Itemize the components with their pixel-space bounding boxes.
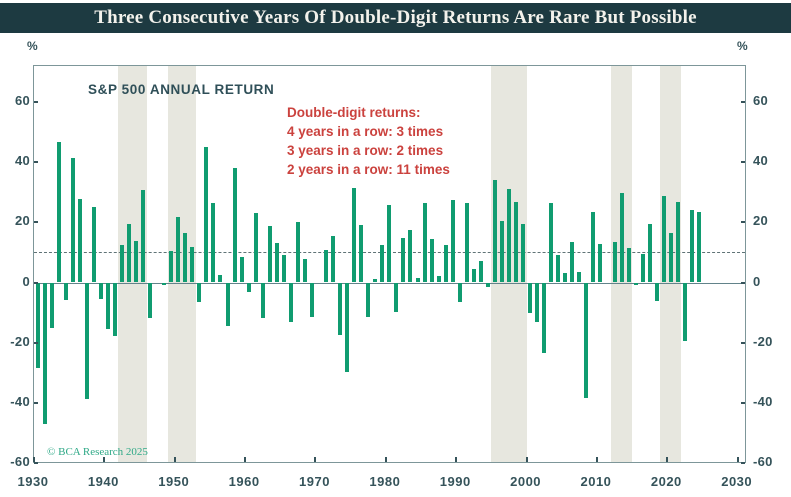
- bar-1992: [472, 269, 476, 283]
- x-tick-2000: [526, 457, 528, 462]
- bar-1976: [359, 225, 363, 282]
- bar-2019: [662, 196, 666, 283]
- bar-2004: [556, 255, 560, 282]
- bar-1949: [169, 251, 173, 282]
- x-tick-1930: [33, 457, 35, 462]
- x-axis-label-1930: 1930: [17, 474, 49, 489]
- bar-1985: [423, 203, 427, 282]
- x-axis-label-1960: 1960: [228, 474, 260, 489]
- annotation-title: Double-digit returns:: [287, 105, 421, 120]
- bar-2018: [655, 283, 659, 302]
- bar-1981: [394, 283, 398, 312]
- bar-2021: [676, 202, 680, 283]
- y-axis-label-left: 0: [22, 273, 30, 289]
- x-tick-1990: [455, 457, 457, 462]
- y-axis-label-left: 20: [14, 213, 30, 229]
- bar-1940: [106, 283, 110, 329]
- chart-title: Three Consecutive Years Of Double-Digit Returns Are Rare But Possible: [94, 7, 697, 28]
- bar-2008: [584, 283, 588, 399]
- bar-1998: [514, 202, 518, 282]
- bar-2000: [528, 283, 532, 313]
- annotation-line: 4 years in a row: 3 times: [287, 124, 444, 139]
- bar-1951: [183, 233, 187, 283]
- bar-2012: [613, 242, 617, 282]
- bar-1959: [240, 257, 244, 283]
- annotation-line: 2 years in a row: 11 times: [287, 162, 450, 177]
- bar-2022: [683, 283, 687, 341]
- x-axis-label-1940: 1940: [87, 474, 119, 489]
- y-tick-right: [741, 161, 745, 163]
- x-tick-2020: [666, 457, 668, 462]
- bar-1965: [282, 255, 286, 282]
- bar-1980: [387, 205, 391, 283]
- y-axis-label-right: -60: [753, 454, 773, 470]
- x-axis-label-1970: 1970: [299, 474, 330, 489]
- bar-1967: [296, 222, 300, 283]
- bar-1973: [338, 283, 342, 335]
- x-axis-label-2000: 2000: [510, 474, 542, 489]
- bar-2015: [634, 283, 638, 285]
- x-tick-1980: [385, 457, 387, 462]
- bar-2002: [542, 283, 546, 353]
- series-label: S&P 500 ANNUAL RETURN: [88, 82, 275, 97]
- bar-1961: [254, 213, 258, 283]
- annotation-block: [287, 103, 450, 179]
- bar-1946: [148, 283, 152, 319]
- bar-2014: [627, 248, 631, 282]
- y-axis-label-left: -60: [10, 454, 30, 470]
- bar-1983: [408, 230, 412, 282]
- bar-1984: [416, 278, 420, 282]
- bar-1938: [92, 207, 96, 283]
- y-tick-left: [34, 342, 38, 344]
- bar-1943: [127, 224, 131, 282]
- bar-1989: [451, 200, 455, 282]
- bar-1982: [401, 238, 405, 283]
- bar-1936: [78, 199, 82, 283]
- bar-1939: [99, 283, 103, 300]
- bar-1999: [521, 224, 525, 283]
- zero-line: [34, 283, 745, 284]
- bar-1955: [211, 203, 215, 282]
- bar-1948: [162, 283, 166, 285]
- annotation-line: 3 years in a row: 2 times: [287, 143, 444, 158]
- bar-2013: [620, 193, 624, 282]
- bar-1972: [331, 236, 335, 283]
- bar-1944: [134, 241, 138, 283]
- x-axis-label-1980: 1980: [369, 474, 401, 489]
- y-axis-label-right: 0: [753, 273, 761, 289]
- y-axis-label-right: -20: [753, 333, 773, 349]
- bar-1979: [380, 245, 384, 282]
- bar-1941: [113, 283, 117, 337]
- y-axis-label-left: 60: [14, 92, 30, 108]
- bar-2017: [648, 224, 652, 282]
- y-tick-right: [741, 402, 745, 404]
- bar-1974: [345, 283, 349, 372]
- bar-1971: [324, 250, 328, 283]
- bar-1934: [64, 283, 68, 301]
- bar-1954: [204, 147, 208, 282]
- bar-1995: [493, 180, 497, 283]
- y-axis-unit-left: %: [27, 39, 38, 53]
- y-tick-left: [34, 282, 38, 284]
- y-axis-label-right: 20: [753, 213, 769, 229]
- bar-1952: [190, 247, 194, 283]
- x-axis-label-2030: 2030: [721, 474, 753, 489]
- bar-1931: [43, 283, 47, 425]
- bar-2024: [697, 212, 701, 282]
- y-tick-left: [34, 462, 38, 464]
- bar-1968: [303, 259, 307, 282]
- bar-1956: [218, 275, 222, 283]
- bar-2001: [535, 283, 539, 322]
- x-axis-label-1950: 1950: [158, 474, 190, 489]
- y-tick-right: [741, 221, 745, 223]
- bar-1957: [226, 283, 230, 326]
- bar-2007: [577, 272, 581, 283]
- bar-1997: [507, 189, 511, 282]
- bar-1935: [71, 158, 75, 283]
- bar-1977: [366, 283, 370, 318]
- bar-1993: [479, 261, 483, 282]
- x-tick-2030: [737, 457, 739, 462]
- y-axis-label-left: -40: [10, 393, 30, 409]
- x-tick-1960: [244, 457, 246, 462]
- bar-1986: [430, 239, 434, 283]
- bar-1963: [268, 226, 272, 283]
- y-tick-right: [741, 462, 745, 464]
- y-axis-unit-right: %: [737, 39, 748, 53]
- bar-1950: [176, 217, 180, 283]
- y-tick-right: [741, 342, 745, 344]
- bar-1942: [120, 245, 124, 282]
- bar-1933: [57, 142, 61, 282]
- bar-2020: [669, 233, 673, 282]
- bar-2003: [549, 203, 553, 282]
- y-tick-left: [34, 221, 38, 223]
- bar-2005: [563, 273, 567, 282]
- bar-1937: [85, 283, 89, 399]
- x-tick-2010: [596, 457, 598, 462]
- y-tick-right: [741, 282, 745, 284]
- chart-title-bar: [0, 3, 791, 33]
- bar-1932: [50, 283, 54, 328]
- plot-area: [33, 65, 746, 463]
- x-axis-label-2010: 2010: [580, 474, 612, 489]
- y-tick-left: [34, 402, 38, 404]
- bar-1996: [500, 221, 504, 282]
- bar-1988: [444, 245, 448, 282]
- bar-1964: [275, 243, 279, 282]
- bar-1953: [197, 283, 201, 303]
- x-tick-1970: [314, 457, 316, 462]
- bar-2006: [570, 242, 574, 283]
- bar-2009: [591, 212, 595, 283]
- x-tick-1950: [174, 457, 176, 462]
- x-axis-label-1990: 1990: [439, 474, 471, 489]
- y-tick-left: [34, 101, 38, 103]
- bar-1945: [141, 190, 145, 282]
- bar-1975: [352, 188, 356, 283]
- y-tick-right: [741, 101, 745, 103]
- copyright: © BCA Research 2025: [47, 446, 148, 458]
- bar-2010: [598, 244, 602, 283]
- bar-1969: [310, 283, 314, 317]
- y-axis-label-right: -40: [753, 393, 773, 409]
- bar-1978: [373, 279, 377, 282]
- bar-2023: [690, 210, 694, 283]
- y-axis-label-right: 60: [753, 92, 769, 108]
- bar-1962: [261, 283, 265, 319]
- bar-1987: [437, 276, 441, 282]
- bar-1994: [486, 283, 490, 288]
- bar-1958: [233, 168, 237, 283]
- bar-1966: [289, 283, 293, 322]
- bar-1930: [36, 283, 40, 369]
- y-axis-label-left: 40: [14, 153, 30, 169]
- bar-2016: [641, 254, 645, 283]
- y-axis-label-right: 40: [753, 153, 769, 169]
- y-axis-label-left: -20: [10, 333, 30, 349]
- x-axis-label-2020: 2020: [650, 474, 682, 489]
- bar-1960: [247, 283, 251, 292]
- y-tick-left: [34, 161, 38, 163]
- bar-1990: [458, 283, 462, 303]
- bar-1991: [465, 203, 469, 282]
